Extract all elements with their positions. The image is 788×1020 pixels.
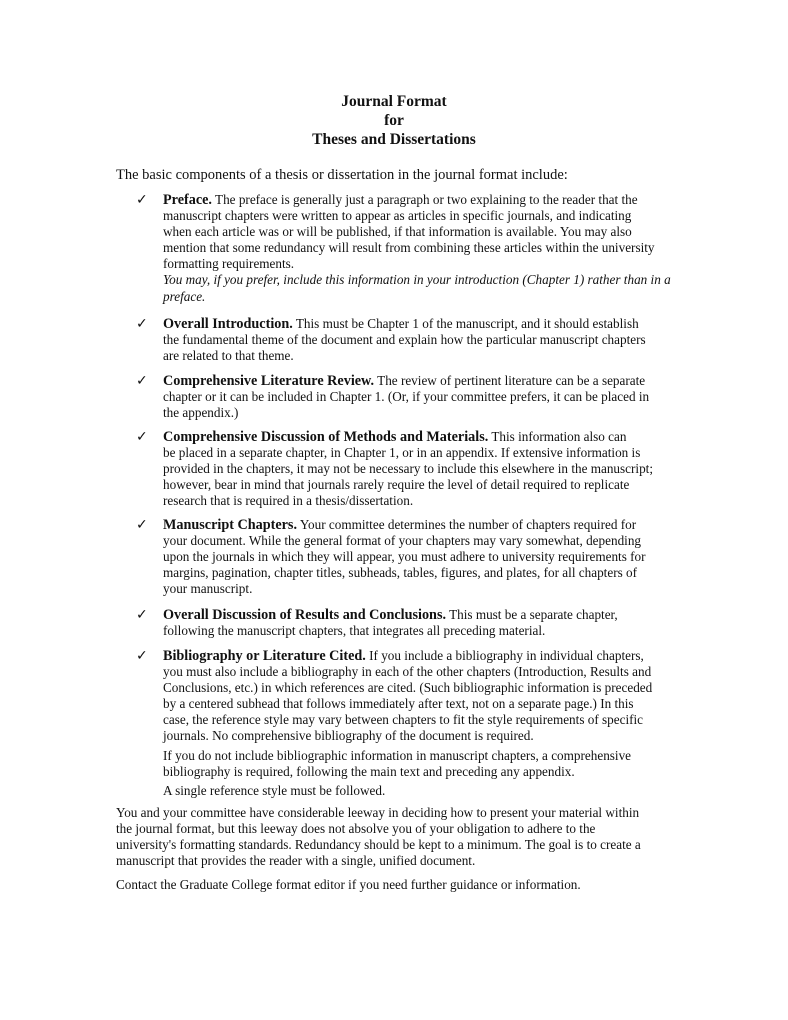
- item-line: [163, 429, 683, 445]
- item-heading: Preface.: [163, 192, 212, 208]
- item-line: when each article was or will be published, if that information is available. You may also: [163, 224, 632, 240]
- item-line: manuscript chapters were written to appear as articles in specific journals, and indicating: [163, 208, 632, 224]
- item-text: Your committee determines the number of chapters required for: [299, 517, 637, 532]
- item-line: A single reference style must be followed.: [163, 782, 386, 798]
- item-italic-line: You may, if you prefer, include this information in your introduction (Chapter 1) rather than in a: [163, 272, 671, 288]
- item-line: [163, 316, 683, 332]
- title-line-1: Journal Format: [341, 93, 447, 110]
- checkmark-icon: ✓: [136, 373, 148, 389]
- item-line: mention that some redundancy will result from combining these articles within the university: [163, 240, 655, 256]
- item-text: The review of pertinent literature can be a separate: [377, 373, 646, 388]
- item-heading: Bibliography or Literature Cited.: [163, 648, 366, 664]
- item-heading: Comprehensive Discussion of Methods and Materials.: [163, 429, 489, 445]
- checkmark-icon: ✓: [136, 607, 148, 623]
- list-item-bibliography: [136, 648, 683, 799]
- paragraph-line: manuscript that provides the reader with a single, unified document.: [116, 853, 476, 869]
- item-line: case, the reference style may vary between chapters to fit the style requirements of specific: [163, 712, 644, 728]
- item-line: [163, 373, 683, 389]
- checkmark-icon: ✓: [136, 316, 148, 332]
- contact-paragraph: [116, 877, 676, 893]
- item-line: you must also include a bibliography in each of the other chapters (Introduction, Results and: [163, 664, 652, 680]
- item-line: however, bear in mind that journals rarely require the level of detail required to replicate: [163, 477, 630, 493]
- item-line: [163, 648, 683, 664]
- item-line: following the manuscript chapters, that integrates all preceding material.: [163, 623, 546, 639]
- item-line: are related to that theme.: [163, 348, 294, 364]
- item-line: formatting requirements.: [163, 256, 295, 272]
- paragraph-line: university's formatting standards. Redundancy should be kept to a minimum. The goal is to create a: [116, 837, 641, 853]
- item-text: The preface is generally just a paragraph or two explaining to the reader that the: [215, 192, 638, 207]
- list-item-preface: [136, 192, 683, 305]
- list-item-overall-introduction: [136, 316, 683, 364]
- item-text: This must be Chapter 1 of the manuscript, and it should establish: [295, 316, 639, 331]
- title-line-2: for: [384, 112, 404, 129]
- item-line: research that is required in a thesis/dissertation.: [163, 493, 414, 509]
- item-line: upon the journals in which they will appear, you must adhere to university requirements for: [163, 549, 646, 565]
- item-line: [163, 517, 683, 533]
- checkmark-icon: ✓: [136, 517, 148, 533]
- item-line: [163, 607, 683, 623]
- list-item-manuscript-chapters: [136, 517, 683, 597]
- page-title: [0, 92, 788, 149]
- item-line: the fundamental theme of the document and explain how the particular manuscript chapters: [163, 332, 646, 348]
- item-line: margins, pagination, chapter titles, subheads, tables, figures, and plates, for all chapters of: [163, 565, 638, 581]
- item-heading: Comprehensive Literature Review.: [163, 373, 375, 389]
- item-line: journals. No comprehensive bibliography of the document is required.: [163, 728, 534, 744]
- paragraph-line: the journal format, but this leeway does not absolve you of your obligation to adhere to the: [116, 821, 596, 837]
- item-text: If you include a bibliography in individual chapters,: [369, 648, 644, 663]
- item-heading: Overall Introduction.: [163, 316, 293, 332]
- list-item-literature-review: [136, 373, 683, 421]
- item-line: your document. While the general format of your chapters may vary somewhat, depending: [163, 533, 642, 549]
- item-line: Conclusions, etc.) in which references are cited. (Such bibliographic information is preceded: [163, 680, 653, 696]
- checkmark-icon: ✓: [136, 192, 148, 208]
- checkmark-icon: ✓: [136, 648, 148, 664]
- item-italic-line: preface.: [163, 288, 206, 304]
- item-heading: Manuscript Chapters.: [163, 517, 297, 533]
- item-text: This must be a separate chapter,: [449, 607, 618, 622]
- closing-paragraph: [116, 805, 676, 869]
- list-item-methods-materials: [136, 429, 683, 509]
- intro-text: The basic components of a thesis or dissertation in the journal format include:: [116, 167, 568, 183]
- item-line: chapter or it can be included in Chapter 1. (Or, if your committee prefers, it can be placed in: [163, 389, 650, 405]
- item-line: your manuscript.: [163, 581, 253, 597]
- item-heading: Overall Discussion of Results and Conclusions.: [163, 607, 447, 623]
- checkmark-icon: ✓: [136, 429, 148, 445]
- item-text: This information also can: [491, 429, 627, 444]
- item-line: If you do not include bibliographic information in manuscript chapters, a comprehensive: [163, 747, 632, 763]
- item-line: provided in the chapters, it may not be necessary to include this elsewhere in the manuscript;: [163, 461, 653, 477]
- item-line: bibliography is required, following the main text and preceding any appendix.: [163, 763, 575, 779]
- title-line-3: Theses and Dissertations: [312, 131, 476, 148]
- item-line: [163, 192, 683, 208]
- paragraph-line: You and your committee have considerable leeway in deciding how to present your material within: [116, 805, 640, 820]
- item-line: the appendix.): [163, 405, 239, 421]
- list-item-results-conclusions: [136, 607, 683, 639]
- item-line: by a centered subhead that follows immediately after text, not on a separate page.) In this: [163, 696, 634, 712]
- paragraph-line: Contact the Graduate College format editor if you need further guidance or information.: [116, 877, 581, 892]
- item-line: be placed in a separate chapter, in Chapter 1, or in an appendix. If extensive information is: [163, 445, 641, 461]
